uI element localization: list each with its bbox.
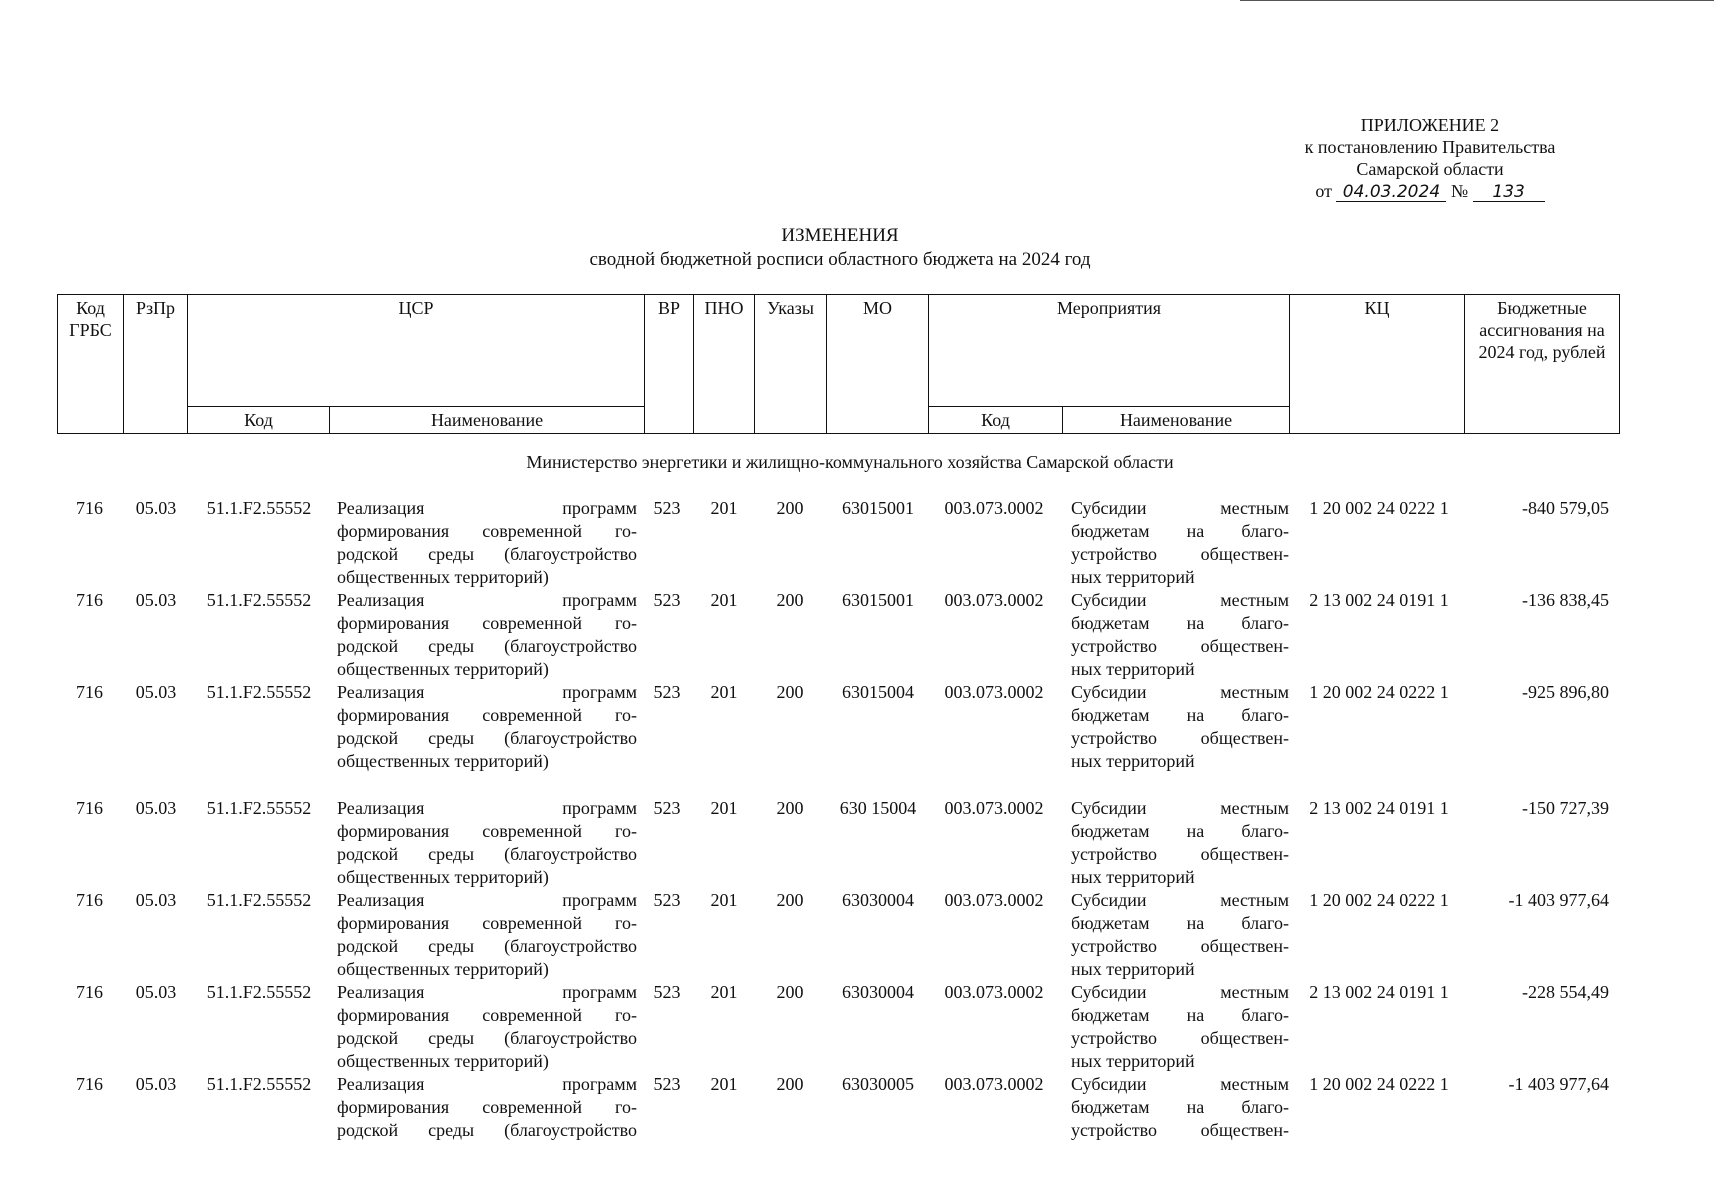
row-grbs: 716 — [76, 682, 103, 702]
ministry-heading: Министерство энергетики и жилищно-коммунального хозяйства Самарской области — [526, 452, 1174, 472]
row-ukazy: 200 — [776, 798, 804, 818]
appendix-dateline — [1260, 180, 1600, 202]
row-csr-name — [337, 1073, 637, 1142]
row-kc: 1 20 002 24 0222 1 — [1309, 682, 1449, 702]
row-event-name — [1071, 797, 1289, 889]
appendix-decree: к постановлению Правительства — [1304, 137, 1556, 157]
header-vr: ВР — [645, 295, 694, 434]
text-line: бюджетам на благо- — [1071, 613, 1289, 633]
row-event-name — [1071, 497, 1289, 589]
text-line: родской среды (благоустройство — [337, 1120, 637, 1140]
text-line: родской среды (благоустройство — [337, 728, 637, 748]
row-vr: 523 — [653, 682, 681, 702]
table-header — [57, 294, 1620, 434]
row-ukazy: 200 — [776, 890, 804, 910]
row-event-code: 003.073.0002 — [944, 682, 1044, 702]
row-event-name — [1071, 889, 1289, 981]
text-line: Реализация программ — [337, 682, 637, 702]
decree-date: 04.03.2024 — [1336, 183, 1446, 202]
row-mo: 63015001 — [842, 590, 914, 610]
text-line: бюджетам на благо- — [1071, 705, 1289, 725]
text-line: ных территорий — [1071, 1051, 1195, 1071]
text-line: ных территорий — [1071, 751, 1195, 771]
text-line: родской среды (благоустройство — [337, 936, 637, 956]
row-rzpr: 05.03 — [135, 682, 177, 702]
row-ukazy: 200 — [776, 590, 804, 610]
decree-number: 133 — [1473, 183, 1545, 202]
text-line: Реализация программ — [337, 890, 637, 910]
text-line: бюджетам на благо- — [1071, 521, 1289, 541]
row-amount: -150 727,39 — [1522, 798, 1609, 818]
row-amount: -1 403 977,64 — [1508, 890, 1609, 910]
header-grbs: Код ГРБС — [58, 295, 124, 434]
row-event-code: 003.073.0002 — [944, 798, 1044, 818]
text-line: устройство обществен- — [1071, 544, 1289, 564]
row-vr: 523 — [653, 890, 681, 910]
title-line-1: ИЗМЕНЕНИЯ — [781, 225, 899, 246]
text-line: ных территорий — [1071, 659, 1195, 679]
row-vr: 523 — [653, 1074, 681, 1094]
text-line: устройство обществен- — [1071, 844, 1289, 864]
header-amount: Бюджетные ассигнования на 2024 год, рублей — [1465, 295, 1620, 434]
row-pno: 201 — [710, 590, 738, 610]
text-line: устройство обществен- — [1071, 936, 1289, 956]
row-mo: 63030005 — [842, 1074, 914, 1094]
header-mo: МО — [827, 295, 929, 434]
text-line: общественных территорий) — [337, 751, 549, 771]
row-csr-name — [337, 681, 637, 773]
table-row — [57, 1073, 1619, 1161]
table-row — [57, 889, 1619, 977]
text-line: бюджетам на благо- — [1071, 1005, 1289, 1025]
text-line: формирования современной го- — [337, 705, 637, 725]
row-vr: 523 — [653, 982, 681, 1002]
row-amount: -1 403 977,64 — [1508, 1074, 1609, 1094]
text-line: Субсидии местным — [1071, 590, 1289, 610]
header-csr-name: Наименование — [330, 407, 645, 434]
row-csr-code: 51.1.F2.55552 — [206, 682, 312, 702]
row-kc: 1 20 002 24 0222 1 — [1309, 1074, 1449, 1094]
text-line: ных территорий — [1071, 567, 1195, 587]
row-event-code: 003.073.0002 — [944, 982, 1044, 1002]
header-ukazy: Указы — [755, 295, 827, 434]
text-line: бюджетам на благо- — [1071, 913, 1289, 933]
row-rzpr: 05.03 — [135, 890, 177, 910]
row-ukazy: 200 — [776, 1074, 804, 1094]
text-line: Субсидии местным — [1071, 982, 1289, 1002]
row-event-code: 003.073.0002 — [944, 590, 1044, 610]
row-vr: 523 — [653, 798, 681, 818]
row-csr-code: 51.1.F2.55552 — [206, 798, 312, 818]
row-csr-code: 51.1.F2.55552 — [206, 982, 312, 1002]
row-csr-code: 51.1.F2.55552 — [206, 1074, 312, 1094]
text-line: общественных территорий) — [337, 659, 549, 679]
text-line: родской среды (благоустройство — [337, 844, 637, 864]
row-kc: 1 20 002 24 0222 1 — [1309, 498, 1449, 518]
appendix-title: ПРИЛОЖЕНИЕ 2 — [1360, 115, 1500, 135]
row-rzpr: 05.03 — [135, 1074, 177, 1094]
text-line: ных территорий — [1071, 959, 1195, 979]
text-line: Субсидии местным — [1071, 798, 1289, 818]
header-rzpr: РзПр — [124, 295, 188, 434]
row-mo: 63030004 — [842, 982, 914, 1002]
text-line: формирования современной го- — [337, 821, 637, 841]
row-rzpr: 05.03 — [135, 798, 177, 818]
text-line: формирования современной го- — [337, 1097, 637, 1117]
row-kc: 2 13 002 24 0191 1 — [1309, 798, 1449, 818]
text-line: бюджетам на благо- — [1071, 821, 1289, 841]
row-csr-name — [337, 797, 637, 889]
text-line: Субсидии местным — [1071, 890, 1289, 910]
text-line: устройство обществен- — [1071, 1120, 1289, 1140]
row-grbs: 716 — [76, 982, 103, 1002]
row-ukazy: 200 — [776, 982, 804, 1002]
row-grbs: 716 — [76, 798, 103, 818]
row-rzpr: 05.03 — [135, 590, 177, 610]
text-line: формирования современной го- — [337, 913, 637, 933]
row-grbs: 716 — [76, 498, 103, 518]
row-csr-name — [337, 981, 637, 1073]
row-grbs: 716 — [76, 590, 103, 610]
text-line: Реализация программ — [337, 1074, 637, 1094]
row-csr-code: 51.1.F2.55552 — [206, 590, 312, 610]
header-events-name: Наименование — [1063, 407, 1290, 434]
row-amount: -136 838,45 — [1522, 590, 1609, 610]
text-line: формирования современной го- — [337, 613, 637, 633]
header-csr-code: Код — [188, 407, 330, 434]
row-amount: -925 896,80 — [1522, 682, 1609, 702]
text-line: Реализация программ — [337, 590, 637, 610]
row-mo: 63015001 — [842, 498, 914, 518]
row-event-name — [1071, 1073, 1289, 1142]
document-title — [450, 224, 1230, 272]
row-rzpr: 05.03 — [135, 498, 177, 518]
text-line: общественных территорий) — [337, 959, 549, 979]
table-row — [57, 497, 1619, 585]
row-ukazy: 200 — [776, 498, 804, 518]
row-csr-code: 51.1.F2.55552 — [206, 498, 312, 518]
row-event-code: 003.073.0002 — [944, 890, 1044, 910]
row-kc: 2 13 002 24 0191 1 — [1309, 982, 1449, 1002]
number-prefix: № — [1450, 181, 1469, 201]
row-event-name — [1071, 981, 1289, 1073]
row-event-name — [1071, 589, 1289, 681]
text-line: родской среды (благоустройство — [337, 636, 637, 656]
appendix-block — [1260, 114, 1600, 202]
row-vr: 523 — [653, 498, 681, 518]
text-line: формирования современной го- — [337, 1005, 637, 1025]
row-kc: 1 20 002 24 0222 1 — [1309, 890, 1449, 910]
text-line: родской среды (благоустройство — [337, 1028, 637, 1048]
text-line: бюджетам на благо- — [1071, 1097, 1289, 1117]
text-line: устройство обществен- — [1071, 636, 1289, 656]
appendix-region: Самарской области — [1356, 159, 1504, 179]
text-line: Субсидии местным — [1071, 498, 1289, 518]
row-event-name — [1071, 681, 1289, 773]
date-prefix: от — [1315, 181, 1332, 201]
table-row — [57, 589, 1619, 677]
text-line: Реализация программ — [337, 498, 637, 518]
text-line: ных территорий — [1071, 867, 1195, 887]
row-pno: 201 — [710, 890, 738, 910]
row-pno: 201 — [710, 798, 738, 818]
row-pno: 201 — [710, 498, 738, 518]
text-line: Субсидии местным — [1071, 682, 1289, 702]
title-line-2: сводной бюджетной росписи областного бюджета на 2024 год — [589, 249, 1091, 270]
row-pno: 201 — [710, 1074, 738, 1094]
text-line: формирования современной го- — [337, 521, 637, 541]
row-grbs: 716 — [76, 890, 103, 910]
row-pno: 201 — [710, 682, 738, 702]
row-amount: -840 579,05 — [1522, 498, 1609, 518]
table-row — [57, 681, 1619, 769]
top-edge-rule — [1240, 0, 1714, 1]
row-csr-name — [337, 889, 637, 981]
header-csr: ЦСР — [188, 295, 645, 407]
text-line: Реализация программ — [337, 798, 637, 818]
row-csr-name — [337, 589, 637, 681]
row-ukazy: 200 — [776, 682, 804, 702]
text-line: устройство обществен- — [1071, 1028, 1289, 1048]
header-events-code: Код — [929, 407, 1063, 434]
row-mo: 630 15004 — [839, 798, 917, 818]
text-line: общественных территорий) — [337, 567, 549, 587]
row-csr-code: 51.1.F2.55552 — [206, 890, 312, 910]
header-events: Мероприятия — [929, 295, 1290, 407]
row-csr-name — [337, 497, 637, 589]
table-row — [57, 797, 1619, 885]
row-grbs: 716 — [76, 1074, 103, 1094]
row-mo: 63030004 — [842, 890, 914, 910]
row-rzpr: 05.03 — [135, 982, 177, 1002]
text-line: общественных территорий) — [337, 1051, 549, 1071]
table-row — [57, 981, 1619, 1069]
header-kc: КЦ — [1290, 295, 1465, 434]
row-kc: 2 13 002 24 0191 1 — [1309, 590, 1449, 610]
row-mo: 63015004 — [842, 682, 914, 702]
header-pno: ПНО — [694, 295, 755, 434]
row-pno: 201 — [710, 982, 738, 1002]
row-amount: -228 554,49 — [1522, 982, 1609, 1002]
text-line: родской среды (благоустройство — [337, 544, 637, 564]
row-vr: 523 — [653, 590, 681, 610]
row-event-code: 003.073.0002 — [944, 1074, 1044, 1094]
text-line: Субсидии местным — [1071, 1074, 1289, 1094]
text-line: устройство обществен- — [1071, 728, 1289, 748]
row-event-code: 003.073.0002 — [944, 498, 1044, 518]
text-line: Реализация программ — [337, 982, 637, 1002]
text-line: общественных территорий) — [337, 867, 549, 887]
